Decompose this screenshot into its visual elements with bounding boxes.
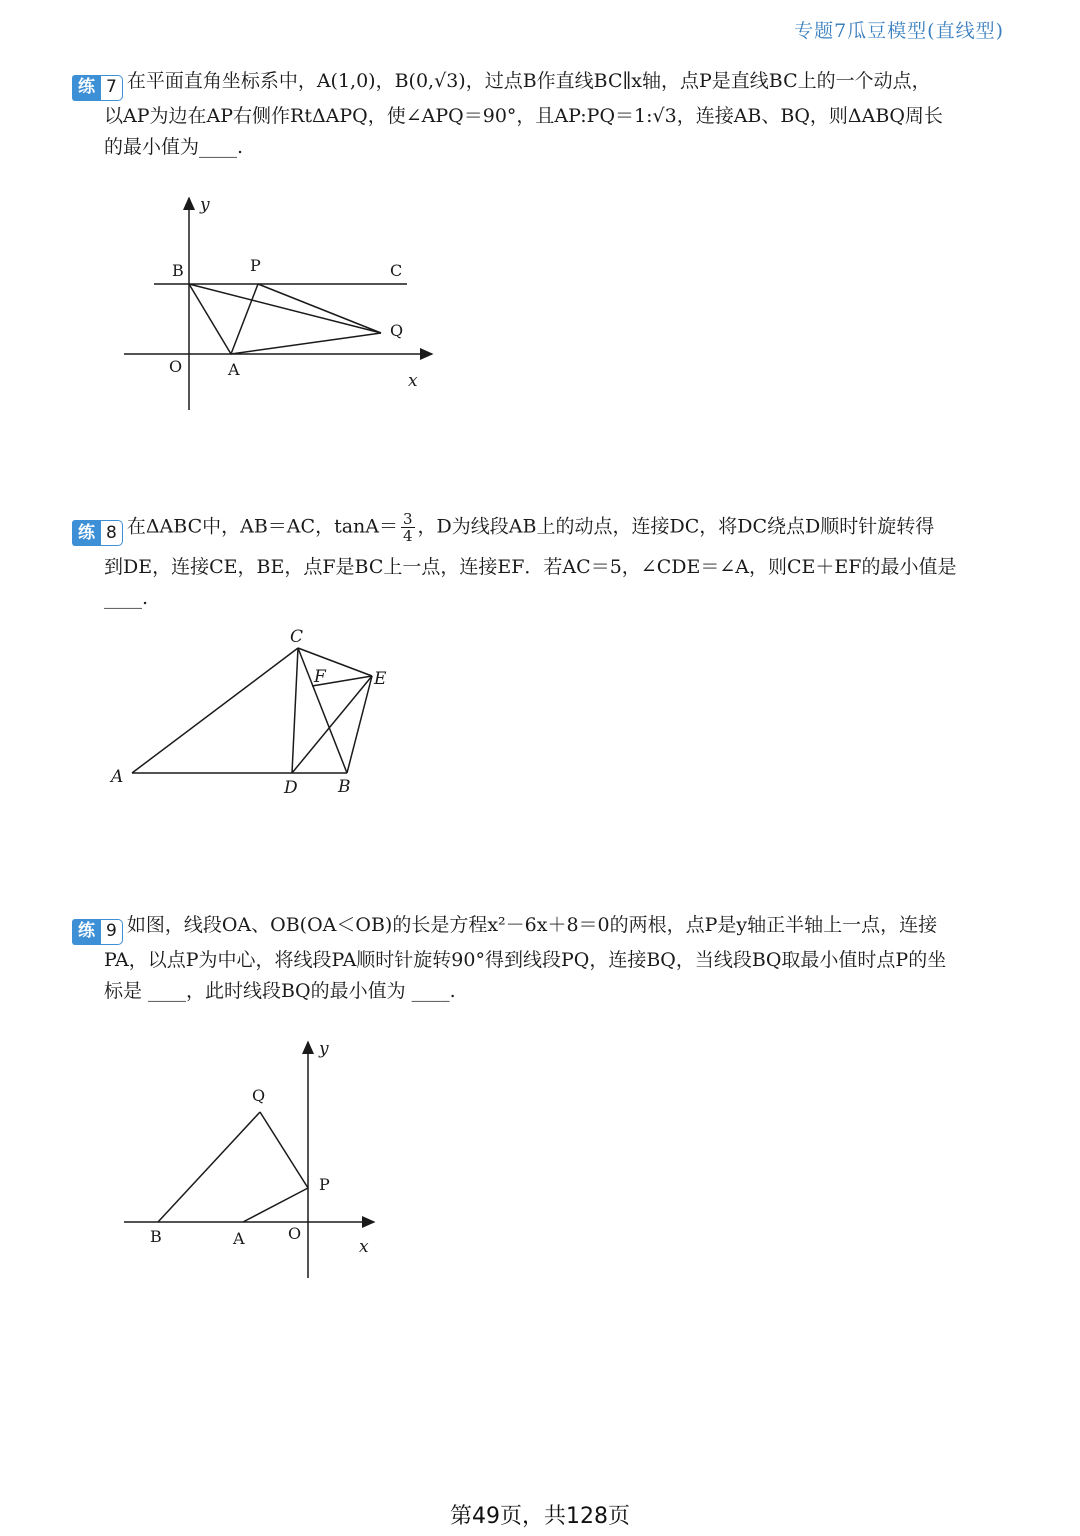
problem-text: 到DE，连接CE，BE，点F是BC上一点，连接EF．若AC＝5，∠CDE＝∠A，则CE＋EF的最小值是 — [104, 556, 957, 578]
problem-number: 8 — [101, 520, 123, 546]
label-p: P — [319, 1175, 330, 1194]
segment-ac — [132, 648, 298, 773]
header-title: 专题7瓜豆模型(直线型) — [794, 20, 1004, 42]
label-q: Q — [252, 1086, 266, 1105]
segment-qp — [260, 1112, 308, 1188]
problem-text: 标是 ____，此时线段BQ的最小值为 ____. — [104, 979, 456, 1002]
label-b: B — [338, 777, 351, 797]
segment-bq — [158, 1112, 260, 1222]
segment-cd — [292, 648, 298, 773]
label-o: O — [288, 1224, 302, 1243]
segment-ce — [298, 648, 372, 676]
label-c: C — [390, 261, 403, 280]
fraction-numerator: 3 — [403, 510, 413, 528]
label-y: y — [200, 195, 210, 215]
problem-text: 以AP为边在AP右侧作RtΔAPQ，使∠APQ＝90°，且AP:PQ＝1:√3，连接AB、BQ，则ΔABQ周长 — [104, 104, 943, 127]
problem-text: PA，以点P为中心，将线段PA顺时针旋转90°得到线段PQ，连接BQ，当线段BQ取最小值时点P的坐 — [104, 948, 947, 971]
problem-9-line-1 — [72, 910, 1012, 945]
problem-9-tag — [72, 919, 123, 945]
label-q: Q — [390, 321, 404, 340]
tag-word: 练 — [72, 520, 101, 546]
segment-pa — [243, 1188, 308, 1222]
segment-ap — [231, 284, 258, 354]
label-y: y — [319, 1039, 329, 1059]
label-o: O — [169, 357, 183, 376]
problem-text: ，D为线段AB上的动点，连接DC，将DC绕点D顺时针旋转得 — [417, 515, 935, 538]
problem-text: ____. — [104, 587, 149, 609]
label-e: E — [374, 669, 387, 689]
problem-7 — [72, 66, 1012, 163]
label-c: C — [290, 627, 304, 647]
problem-text: 如图，线段OA、OB(OA＜OB)的长是方程x²－6x＋8＝0的两根，点P是y轴正半轴上一点，连接 — [126, 914, 938, 936]
page-footer: 第49页，共128页 — [450, 1504, 630, 1529]
label-b: B — [150, 1227, 162, 1246]
label-p: P — [250, 256, 261, 275]
problem-text: 在ΔABC中，AB＝AC，tanA＝ — [126, 515, 398, 538]
figure-8-diagram — [100, 622, 410, 804]
label-a: A — [111, 767, 124, 787]
figure-7-diagram — [110, 190, 450, 420]
problem-text: 的最小值为____. — [104, 135, 244, 158]
label-f: F — [314, 667, 326, 687]
problem-number: 7 — [101, 75, 123, 101]
problem-7-line-1 — [72, 66, 1012, 101]
label-x: x — [359, 1237, 369, 1257]
segment-pq — [258, 284, 381, 333]
problem-8 — [72, 511, 1012, 614]
segment-ab — [189, 284, 231, 354]
problem-9 — [72, 910, 1012, 1007]
tag-word: 练 — [72, 75, 101, 101]
segment-bq — [189, 284, 381, 333]
problem-7-tag — [72, 75, 123, 101]
segment-aq — [231, 333, 381, 354]
problem-8-line-1 — [72, 511, 1012, 546]
problem-number: 9 — [101, 919, 123, 945]
fraction-denominator: 4 — [403, 527, 413, 545]
label-b: B — [172, 261, 184, 280]
figure-9-diagram — [110, 1034, 390, 1284]
label-x: x — [408, 371, 418, 391]
label-a: A — [228, 360, 240, 379]
fraction-three-quarters — [401, 511, 415, 544]
problem-8-tag — [72, 520, 123, 546]
problem-text: 在平面直角坐标系中，A(1,0)，B(0,√3)，过点B作直线BC∥x轴，点P是直线BC上的一个动点， — [126, 70, 931, 92]
label-d: D — [284, 778, 298, 798]
tag-word: 练 — [72, 919, 101, 945]
label-a: A — [233, 1229, 245, 1248]
